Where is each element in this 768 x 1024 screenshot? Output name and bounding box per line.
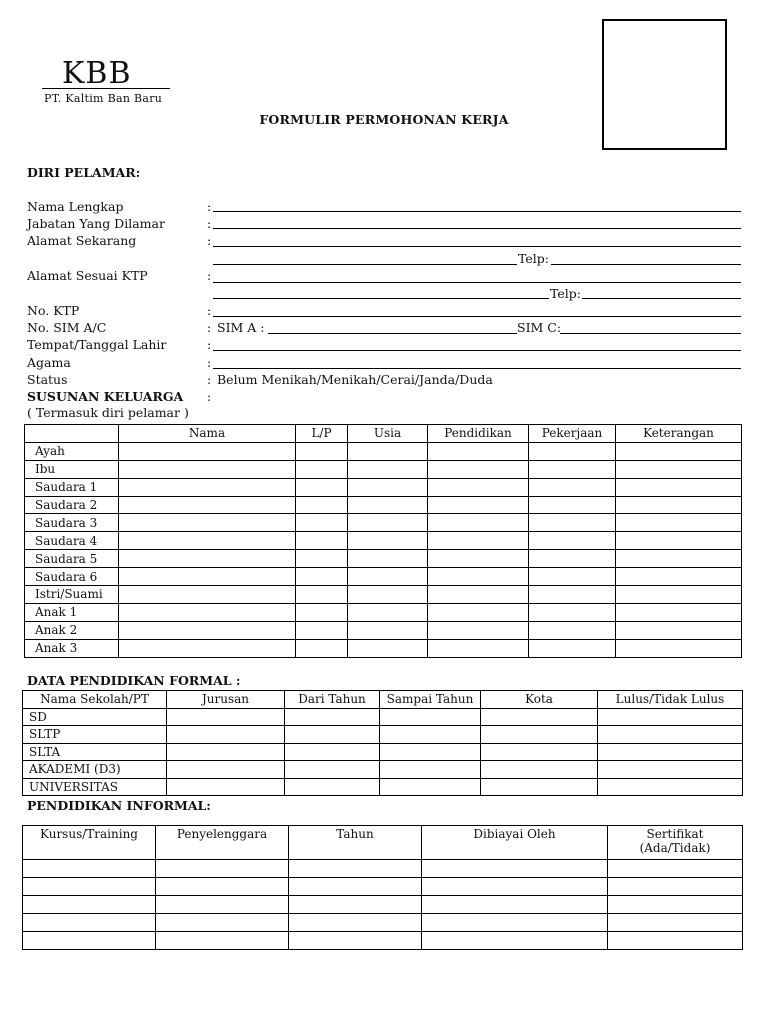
table-cell[interactable]: [481, 708, 598, 726]
table-cell[interactable]: [348, 550, 428, 568]
table-cell[interactable]: [23, 914, 156, 932]
column-header: Nama: [119, 425, 296, 443]
table-cell[interactable]: [422, 914, 608, 932]
table-cell[interactable]: [529, 460, 616, 478]
row-label: Anak 3: [25, 639, 119, 657]
colon: :: [207, 337, 212, 352]
table-header-row: [23, 691, 743, 709]
table-cell[interactable]: [422, 896, 608, 914]
table-cell[interactable]: [422, 878, 608, 896]
field-alamat-ktp[interactable]: [213, 282, 741, 283]
table-cell[interactable]: [598, 761, 743, 779]
table-cell[interactable]: [616, 550, 742, 568]
table-cell[interactable]: [156, 860, 289, 878]
table-cell[interactable]: [380, 708, 481, 726]
table-cell[interactable]: [608, 878, 743, 896]
column-header: Kursus/Training: [23, 826, 156, 860]
field-jabatan[interactable]: [213, 228, 741, 229]
table-cell[interactable]: [598, 726, 743, 744]
table-cell[interactable]: [289, 896, 422, 914]
table-cell[interactable]: [428, 586, 529, 604]
table-cell[interactable]: [119, 550, 296, 568]
table-cell[interactable]: [608, 860, 743, 878]
table-cell[interactable]: [23, 896, 156, 914]
table-cell[interactable]: [428, 496, 529, 514]
colon: :: [207, 355, 212, 370]
table-cell[interactable]: [296, 478, 348, 496]
table-cell[interactable]: [296, 568, 348, 586]
logo-company-name: PT. Kaltim Ban Baru: [44, 92, 163, 105]
label-nama-lengkap: Nama Lengkap: [27, 199, 124, 214]
table-row: [25, 442, 742, 460]
table-cell[interactable]: [289, 932, 422, 950]
table-row: [23, 726, 743, 744]
table-cell[interactable]: [428, 603, 529, 621]
label-telp: Telp:: [518, 251, 549, 266]
colon: :: [207, 372, 212, 387]
field-telp-2[interactable]: [582, 298, 741, 299]
logo-mark: KBB: [62, 56, 132, 91]
column-header: Keterangan: [616, 425, 742, 443]
table-row: [25, 621, 742, 639]
row-label: Saudara 6: [25, 568, 119, 586]
table-cell[interactable]: [23, 932, 156, 950]
table-row: [25, 496, 742, 514]
table-row: [25, 514, 742, 532]
table-cell[interactable]: [529, 603, 616, 621]
row-label: Saudara 5: [25, 550, 119, 568]
row-label: Anak 2: [25, 621, 119, 639]
table-cell[interactable]: [119, 532, 296, 550]
table-cell[interactable]: [529, 621, 616, 639]
table-cell[interactable]: [348, 532, 428, 550]
label-no-sim: No. SIM A/C: [27, 320, 107, 335]
table-cell[interactable]: [348, 621, 428, 639]
table-cell[interactable]: [428, 478, 529, 496]
table-cell[interactable]: [167, 761, 285, 779]
table-cell[interactable]: [481, 761, 598, 779]
table-pendidikan-informal: [22, 825, 743, 950]
field-no-ktp[interactable]: [213, 316, 741, 317]
table-cell[interactable]: [529, 532, 616, 550]
table-cell[interactable]: [289, 860, 422, 878]
table-cell[interactable]: [529, 550, 616, 568]
label-sim-a: SIM A :: [217, 320, 265, 335]
table-cell[interactable]: [348, 568, 428, 586]
column-header: Penyelenggara: [156, 826, 289, 860]
table-cell[interactable]: [296, 603, 348, 621]
table-cell[interactable]: [289, 878, 422, 896]
colon: :: [207, 389, 212, 404]
label-alamat-ktp: Alamat Sesuai KTP: [27, 268, 148, 283]
row-label: Anak 1: [25, 603, 119, 621]
table-cell[interactable]: [156, 932, 289, 950]
row-label: SLTP: [23, 726, 167, 744]
table-cell[interactable]: [348, 639, 428, 657]
row-label: UNIVERSITAS: [23, 778, 167, 796]
table-cell[interactable]: [348, 603, 428, 621]
row-label: AKADEMI (D3): [23, 761, 167, 779]
section-diri-pelamar: DIRI PELAMAR:: [27, 165, 141, 180]
column-header: Kota: [481, 691, 598, 709]
label-telp-2: Telp:: [550, 286, 581, 301]
table-cell[interactable]: [285, 708, 380, 726]
table-cell[interactable]: [529, 586, 616, 604]
table-cell[interactable]: [428, 639, 529, 657]
table-cell[interactable]: [616, 478, 742, 496]
colon: :: [207, 320, 212, 335]
column-header: Usia: [348, 425, 428, 443]
table-cell[interactable]: [167, 708, 285, 726]
status-options: Belum Menikah/Menikah/Cerai/Janda/Duda: [217, 372, 493, 387]
table-row: [23, 896, 743, 914]
table-cell[interactable]: [481, 726, 598, 744]
label-alamat-sekarang: Alamat Sekarang: [27, 233, 137, 248]
column-header: Pendidikan: [428, 425, 529, 443]
table-cell[interactable]: [428, 460, 529, 478]
table-cell[interactable]: [380, 778, 481, 796]
table-cell[interactable]: [296, 442, 348, 460]
row-label: SLTA: [23, 743, 167, 761]
table-row: [25, 586, 742, 604]
row-label: Saudara 1: [25, 478, 119, 496]
table-cell[interactable]: [296, 639, 348, 657]
form-title: FORMULIR PERMOHONAN KERJA: [259, 112, 509, 127]
table-cell[interactable]: [608, 914, 743, 932]
section-susunan-keluarga: SUSUNAN KELUARGA: [27, 389, 184, 404]
table-row: [25, 532, 742, 550]
table-cell[interactable]: [616, 586, 742, 604]
field-agama[interactable]: [213, 368, 741, 369]
table-cell[interactable]: [296, 621, 348, 639]
keluarga-note: ( Termasuk diri pelamar ): [27, 405, 189, 420]
table-cell[interactable]: [156, 896, 289, 914]
table-cell[interactable]: [598, 708, 743, 726]
company-logo: [42, 58, 172, 108]
table-cell[interactable]: [119, 621, 296, 639]
column-header: Dibiayai Oleh: [422, 826, 608, 860]
column-header: Tahun: [289, 826, 422, 860]
column-header: Dari Tahun: [285, 691, 380, 709]
table-cell[interactable]: [616, 514, 742, 532]
table-row: [25, 460, 742, 478]
table-cell[interactable]: [285, 761, 380, 779]
table-cell[interactable]: [380, 743, 481, 761]
table-cell[interactable]: [428, 514, 529, 532]
field-telp[interactable]: [551, 264, 741, 265]
table-cell[interactable]: [616, 460, 742, 478]
table-cell[interactable]: [119, 639, 296, 657]
table-cell[interactable]: [422, 860, 608, 878]
table-cell[interactable]: [289, 914, 422, 932]
table-cell[interactable]: [296, 550, 348, 568]
table-cell[interactable]: [616, 603, 742, 621]
table-cell[interactable]: [296, 460, 348, 478]
table-cell[interactable]: [616, 532, 742, 550]
table-cell[interactable]: [481, 743, 598, 761]
table-row: [23, 914, 743, 932]
table-header-row: [23, 826, 743, 860]
column-header: Lulus/Tidak Lulus: [598, 691, 743, 709]
table-cell[interactable]: [428, 621, 529, 639]
table-cell[interactable]: [608, 896, 743, 914]
table-cell[interactable]: [296, 496, 348, 514]
colon: :: [207, 199, 212, 214]
table-cell[interactable]: [285, 726, 380, 744]
colon: :: [207, 216, 212, 231]
label-jabatan: Jabatan Yang Dilamar: [27, 216, 165, 231]
column-header: Pekerjaan: [529, 425, 616, 443]
row-label: Ayah: [25, 442, 119, 460]
table-row: [23, 778, 743, 796]
field-sim-c[interactable]: [560, 333, 741, 334]
table-cell[interactable]: [119, 442, 296, 460]
table-cell[interactable]: [529, 478, 616, 496]
table-cell[interactable]: [598, 778, 743, 796]
table-cell[interactable]: [119, 514, 296, 532]
table-cell[interactable]: [167, 743, 285, 761]
field-alamat-sekarang[interactable]: [213, 246, 741, 247]
colon: :: [207, 233, 212, 248]
table-row: [23, 743, 743, 761]
row-label: Istri/Suami: [25, 586, 119, 604]
field-nama-lengkap[interactable]: [213, 211, 741, 212]
table-row: [23, 878, 743, 896]
column-header: Sertifikat (Ada/Tidak): [608, 826, 743, 860]
table-cell[interactable]: [119, 603, 296, 621]
row-label: Ibu: [25, 460, 119, 478]
photo-box: [602, 19, 727, 150]
table-cell[interactable]: [481, 778, 598, 796]
table-cell[interactable]: [348, 586, 428, 604]
table-pendidikan-formal: [22, 690, 743, 796]
label-status: Status: [27, 372, 68, 387]
table-cell[interactable]: [616, 496, 742, 514]
table-cell[interactable]: [285, 778, 380, 796]
table-cell[interactable]: [380, 761, 481, 779]
table-cell[interactable]: [348, 514, 428, 532]
colon: :: [207, 268, 212, 283]
table-cell[interactable]: [529, 514, 616, 532]
table-cell[interactable]: [119, 586, 296, 604]
table-cell[interactable]: [296, 532, 348, 550]
row-label: SD: [23, 708, 167, 726]
table-cell[interactable]: [529, 496, 616, 514]
table-cell[interactable]: [167, 778, 285, 796]
table-cell[interactable]: [296, 514, 348, 532]
table-row: [25, 478, 742, 496]
table-cell[interactable]: [348, 460, 428, 478]
table-cell[interactable]: [428, 442, 529, 460]
table-cell[interactable]: [428, 550, 529, 568]
table-row: [25, 550, 742, 568]
table-row: [25, 568, 742, 586]
column-header: L/P: [296, 425, 348, 443]
table-cell[interactable]: [422, 932, 608, 950]
table-row: [25, 603, 742, 621]
table-cell[interactable]: [529, 442, 616, 460]
table-cell[interactable]: [119, 568, 296, 586]
table-cell[interactable]: [616, 568, 742, 586]
table-cell[interactable]: [156, 914, 289, 932]
table-cell[interactable]: [428, 532, 529, 550]
table-cell[interactable]: [119, 496, 296, 514]
row-label: Saudara 2: [25, 496, 119, 514]
section-pendidikan-formal: DATA PENDIDIKAN FORMAL :: [27, 673, 241, 688]
table-cell[interactable]: [348, 496, 428, 514]
section-pendidikan-informal: PENDIDIKAN INFORMAL:: [27, 798, 211, 813]
table-cell[interactable]: [616, 442, 742, 460]
table-cell[interactable]: [608, 932, 743, 950]
table-cell[interactable]: [296, 586, 348, 604]
field-alamat-ktp-2[interactable]: [213, 298, 549, 299]
table-cell[interactable]: [348, 442, 428, 460]
table-cell[interactable]: [616, 621, 742, 639]
column-header: Nama Sekolah/PT: [23, 691, 167, 709]
table-cell[interactable]: [167, 726, 285, 744]
table-cell[interactable]: [428, 568, 529, 586]
table-row: [23, 860, 743, 878]
table-cell[interactable]: [380, 726, 481, 744]
table-cell[interactable]: [285, 743, 380, 761]
table-cell[interactable]: [598, 743, 743, 761]
table-cell[interactable]: [23, 878, 156, 896]
table-cell[interactable]: [616, 639, 742, 657]
table-cell[interactable]: [529, 568, 616, 586]
field-alamat-sekarang-2[interactable]: [213, 264, 517, 265]
table-keluarga: [24, 424, 742, 658]
table-cell[interactable]: [119, 460, 296, 478]
table-row: [23, 761, 743, 779]
label-sim-c: SIM C:: [517, 320, 562, 335]
table-row: [23, 932, 743, 950]
table-header-row: [25, 425, 742, 443]
table-row: [25, 639, 742, 657]
column-header: [25, 425, 119, 443]
table-cell[interactable]: [348, 478, 428, 496]
row-label: Saudara 4: [25, 532, 119, 550]
column-header: Jurusan: [167, 691, 285, 709]
field-sim-a[interactable]: [268, 333, 517, 334]
table-cell[interactable]: [156, 878, 289, 896]
column-header: Sampai Tahun: [380, 691, 481, 709]
table-cell[interactable]: [529, 639, 616, 657]
logo-rule: [42, 88, 170, 89]
colon: :: [207, 303, 212, 318]
table-cell[interactable]: [23, 860, 156, 878]
table-row: [23, 708, 743, 726]
label-no-ktp: No. KTP: [27, 303, 80, 318]
label-agama: Agama: [27, 355, 71, 370]
label-ttl: Tempat/Tanggal Lahir: [27, 337, 167, 352]
table-cell[interactable]: [119, 478, 296, 496]
row-label: Saudara 3: [25, 514, 119, 532]
field-ttl[interactable]: [213, 350, 741, 351]
